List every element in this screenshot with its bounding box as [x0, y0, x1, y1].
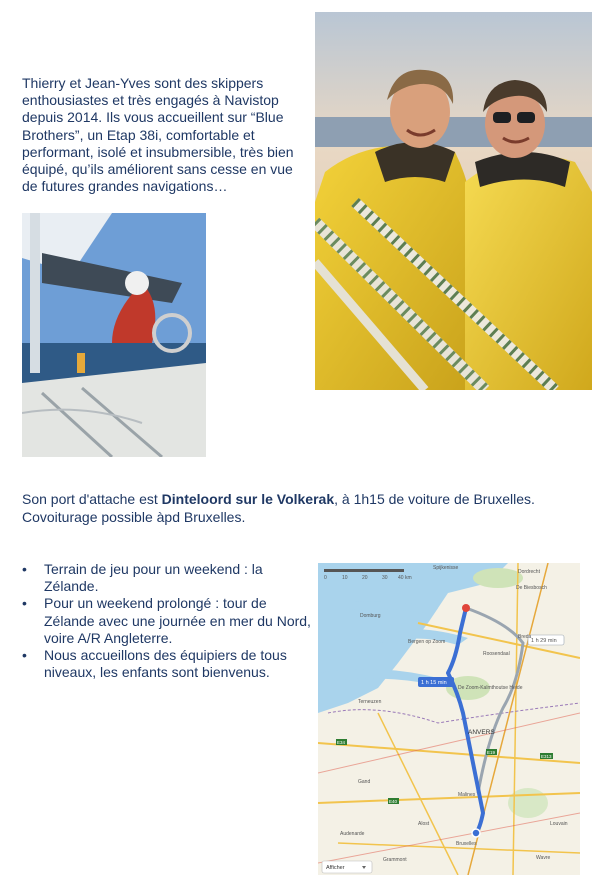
- scale-label: 20: [362, 575, 368, 581]
- place-label: Breda: [518, 634, 532, 640]
- place-label: ANVERS: [468, 729, 495, 736]
- place-label: De Biesbosch: [516, 585, 547, 591]
- port-suffix: , à 1h15 de voiture de Bruxelles.: [334, 491, 535, 507]
- place-label: Bruxelles: [456, 841, 477, 847]
- place-label: Roosendaal: [483, 651, 510, 657]
- place-label: Spijkenisse: [433, 565, 459, 571]
- place-label: Domburg: [360, 613, 381, 619]
- route-time-main: 1 h 15 min: [421, 680, 447, 686]
- place-label: Dordrecht: [518, 569, 540, 575]
- list-item: • Pour un weekend prolongé : tour de Zélande avec une journée en mer du Nord, voire A/R Angleterre.: [22, 595, 311, 646]
- route-map: [318, 563, 580, 875]
- port-highlight: Dinteloord sur le Volkerak: [161, 491, 335, 507]
- scale-label: 10: [342, 575, 348, 581]
- port-paragraph: [22, 491, 592, 526]
- place-label: Terneuzen: [358, 699, 382, 705]
- road-label: E19: [487, 750, 496, 755]
- place-label: Audenarde: [340, 831, 365, 837]
- port-prefix: Son port d'attache est: [22, 491, 162, 507]
- road-label: E40: [389, 799, 398, 804]
- place-label: Grammont: [383, 857, 407, 863]
- place-label: Gand: [358, 779, 371, 785]
- port-carpool: Covoiturage possible àpd Bruxelles.: [22, 508, 246, 525]
- place-label: Malines: [458, 792, 476, 798]
- route-time-alt: 1 h 29 min: [531, 638, 557, 644]
- info-list: [22, 561, 312, 681]
- scale-label: 40 km: [398, 575, 412, 581]
- scale-label: 30: [382, 575, 388, 581]
- list-item: • Terrain de jeu pour un weekend : la Zélande.: [22, 561, 263, 595]
- bullet-icon: •: [22, 561, 27, 577]
- sailboat-photo: [22, 213, 206, 457]
- place-label: Alost: [418, 821, 430, 827]
- bullet-icon: •: [22, 647, 27, 664]
- place-label: Bergen op Zoom: [408, 639, 446, 645]
- scale-label: 0: [324, 575, 327, 581]
- skippers-photo: [315, 12, 592, 390]
- map-view-button[interactable]: Afficher: [326, 865, 345, 871]
- place-label: De Zoom-Kalmthoutse Heide: [458, 685, 523, 691]
- road-label: E313: [541, 754, 552, 759]
- place-label: Louvain: [550, 821, 568, 827]
- road-label: E34: [337, 740, 346, 745]
- intro-paragraph: Thierry et Jean-Yves sont des skippers enthousiastes et très engagés à Navistop depuis 2014. Ils vous accueillent sur “Blue Brothers”, un Etap 38i, comfortable et performant, isolé et insubmersible, très bien équipé, qu’ils améliorent sans cesse en vue de futures grandes navigations…: [22, 75, 294, 195]
- bullet-icon: •: [22, 595, 27, 612]
- place-label: Wavre: [536, 855, 551, 861]
- list-item: • Nous accueillons des équipiers de tous niveaux, les enfants sont bienvenus.: [22, 647, 287, 681]
